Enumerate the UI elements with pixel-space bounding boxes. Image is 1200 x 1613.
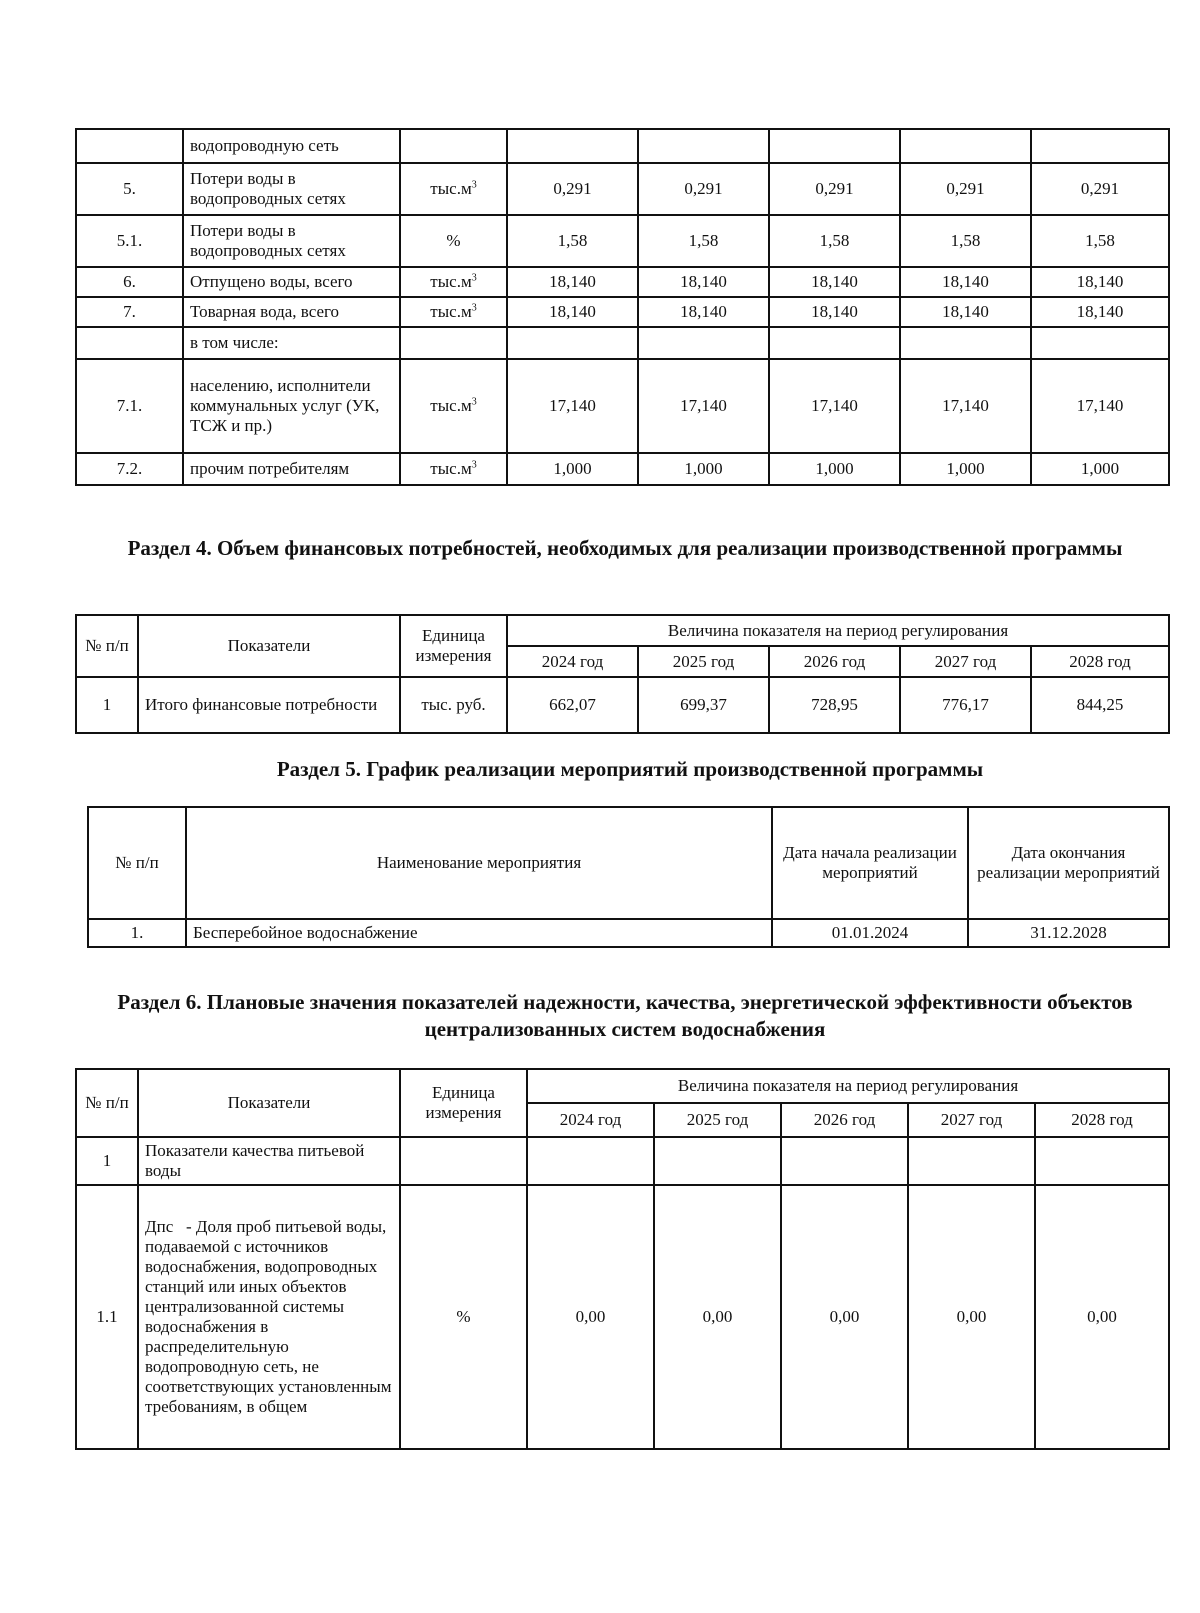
schedule-table (87, 806, 1170, 948)
value-cell: 18,140 (1031, 267, 1169, 297)
unit-cell: тыс. руб. (400, 677, 507, 733)
value-cell: 1,58 (769, 215, 900, 267)
section-6-title: Раздел 6. Плановые значения показателей надежности, качества, энергетической эффективности объектов централизованных систем водоснабжения (117, 990, 1133, 1041)
col-header-year: 2026 год (781, 1103, 908, 1137)
col-header-number: № п/п (76, 1069, 138, 1137)
row-label: населению, исполнители коммунальных услуг (УК, ТСЖ и пр.) (183, 359, 400, 453)
unit-cell: $тыс.м^3$ (400, 453, 507, 485)
table-row (76, 163, 1169, 215)
value-cell: 1,58 (507, 215, 638, 267)
col-header-unit: Единица измерения (400, 615, 507, 677)
table-row (76, 453, 1169, 485)
value-cell: 18,140 (507, 267, 638, 297)
quality-indicators-table (75, 1068, 1170, 1450)
table-row (76, 677, 1169, 733)
value-cell: 1,000 (769, 453, 900, 485)
value-cell: 18,140 (638, 297, 769, 327)
value-cell: 0,291 (507, 163, 638, 215)
value-cell: 17,140 (900, 359, 1031, 453)
value-cell: 0,00 (908, 1185, 1035, 1449)
value-cell: 0,00 (527, 1185, 654, 1449)
value-cell: 18,140 (507, 297, 638, 327)
value-cell: 18,140 (1031, 297, 1169, 327)
unit-cell: % (400, 215, 507, 267)
water-balance-table (75, 128, 1170, 486)
value-cell: 1,58 (900, 215, 1031, 267)
col-header-period: Величина показателя на период регулирования (507, 615, 1169, 646)
table-row (76, 327, 1169, 359)
col-header-year: 2028 год (1031, 646, 1169, 677)
value-cell: 0,291 (900, 163, 1031, 215)
row-number: 7.1. (76, 359, 183, 453)
row-number: 7.2. (76, 453, 183, 485)
col-header-period: Величина показателя на период регулирования (527, 1069, 1169, 1103)
table-header-row (88, 807, 1169, 919)
row-label: Потери воды в водопроводных сетях (183, 163, 400, 215)
value-cell: 18,140 (769, 297, 900, 327)
value-cell: 18,140 (638, 267, 769, 297)
col-header-year: 2027 год (908, 1103, 1035, 1137)
value-cell: 1,000 (507, 453, 638, 485)
col-header-indicator: Показатели (138, 1069, 400, 1137)
value-cell: 0,00 (654, 1185, 781, 1449)
value-cell: 662,07 (507, 677, 638, 733)
value-cell: 18,140 (900, 297, 1031, 327)
value-cell: 18,140 (900, 267, 1031, 297)
table-row (76, 297, 1169, 327)
value-cell: 699,37 (638, 677, 769, 733)
row-label: Показатели качества питьевой воды (138, 1137, 400, 1185)
value-cell: 0,291 (638, 163, 769, 215)
value-cell: 1,000 (638, 453, 769, 485)
col-header-year: 2025 год (638, 646, 769, 677)
section-5-title: Раздел 5. График реализации мероприятий производственной программы (276, 757, 984, 781)
value-cell: 1,58 (638, 215, 769, 267)
table-header-row (76, 1069, 1169, 1103)
col-header-year: 2024 год (507, 646, 638, 677)
col-header-year: 2024 год (527, 1103, 654, 1137)
value-cell: 17,140 (507, 359, 638, 453)
row-label: Итого финансовые потребности (138, 677, 400, 733)
value-cell: 728,95 (769, 677, 900, 733)
row-label: Потери воды в водопроводных сетях (183, 215, 400, 267)
value-cell: 0,00 (1035, 1185, 1169, 1449)
start-date: 01.01.2024 (772, 919, 968, 947)
table-row (76, 1137, 1169, 1185)
value-cell: 17,140 (638, 359, 769, 453)
row-number: 6. (76, 267, 183, 297)
unit-cell: $тыс.м^3$ (400, 163, 507, 215)
value-cell: 1,58 (1031, 215, 1169, 267)
table-row (76, 359, 1169, 453)
row-number: 1 (76, 1137, 138, 1185)
unit-cell: $тыс.м^3$ (400, 359, 507, 453)
value-cell: 0,291 (1031, 163, 1169, 215)
unit-cell: $тыс.м^3$ (400, 297, 507, 327)
row-label: прочим потребителям (183, 453, 400, 485)
row-number: 1. (88, 919, 186, 947)
row-number: 5. (76, 163, 183, 215)
financial-needs-table (75, 614, 1170, 734)
table-row (76, 129, 1169, 163)
table-row (88, 919, 1169, 947)
value-cell: 1,000 (1031, 453, 1169, 485)
col-header-end-date: Дата окончания реализации мероприятий (968, 807, 1169, 919)
col-header-number: № п/п (88, 807, 186, 919)
table-header-row (76, 615, 1169, 646)
row-number: 1.1 (76, 1185, 138, 1449)
value-cell: 17,140 (769, 359, 900, 453)
col-header-unit: Единица измерения (400, 1069, 527, 1137)
col-header-year: 2027 год (900, 646, 1031, 677)
value-cell: 1,000 (900, 453, 1031, 485)
row-number: 1 (76, 677, 138, 733)
col-header-year: 2025 год (654, 1103, 781, 1137)
value-cell: 844,25 (1031, 677, 1169, 733)
col-header-year: 2026 год (769, 646, 900, 677)
value-cell: 18,140 (769, 267, 900, 297)
row-label: Отпущено воды, всего (183, 267, 400, 297)
row-number: 5.1. (76, 215, 183, 267)
value-cell: 0,00 (781, 1185, 908, 1449)
row-label: Товарная вода, всего (183, 297, 400, 327)
row-label: водопроводную сеть (183, 129, 400, 163)
col-header-year: 2028 год (1035, 1103, 1169, 1137)
row-label: Дпс - Доля проб питьевой воды, подаваемой с источников водоснабжения, водопроводных станций или иных объектов централизованной системы водоснабжения в распределительную водопроводную сеть, не соответствующих установленным требованиям, в общем (138, 1185, 400, 1449)
row-label: Бесперебойное водоснабжение (186, 919, 772, 947)
value-cell: 17,140 (1031, 359, 1169, 453)
table-row (76, 215, 1169, 267)
value-cell: 0,291 (769, 163, 900, 215)
table-row (76, 267, 1169, 297)
unit-cell: % (400, 1185, 527, 1449)
section-4-title: Раздел 4. Объем финансовых потребностей, необходимых для реализации производственной программы (127, 536, 1123, 560)
col-header-name: Наименование мероприятия (186, 807, 772, 919)
col-header-number: № п/п (76, 615, 138, 677)
table-row (76, 1185, 1169, 1449)
col-header-indicator: Показатели (138, 615, 400, 677)
value-cell: 776,17 (900, 677, 1031, 733)
row-label: в том числе: (183, 327, 400, 359)
col-header-start-date: Дата начала реализации мероприятий (772, 807, 968, 919)
end-date: 31.12.2028 (968, 919, 1169, 947)
unit-cell: $тыс.м^3$ (400, 267, 507, 297)
row-number: 7. (76, 297, 183, 327)
